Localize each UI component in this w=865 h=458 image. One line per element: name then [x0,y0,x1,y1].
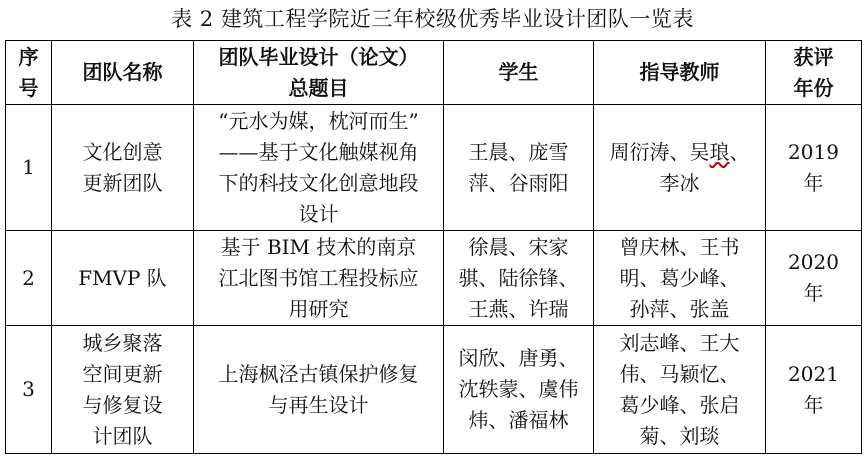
header-students: 学生 [444,41,594,105]
team-name-cell: FMVP 队 [52,231,194,326]
team-name-cell: 城乡聚落 空间更新 与修复设 计团队 [52,326,194,454]
row-index: 3 [6,326,52,454]
students-cell: 徐晨、宋家 骐、陆徐锋、 王燕、许瑞 [444,231,594,326]
advisors-cell: 曾庆林、王书 明、葛少峰、 孙萍、张盖 [594,231,766,326]
excellent-teams-table [5,40,862,454]
team-name-cell: 文化创意 更新团队 [52,105,194,231]
students-cell: 王晨、庞雪 萍、谷雨阳 [444,105,594,231]
header-topic: 团队毕业设计（论文） 总题目 [194,41,444,105]
year-cell: 2020 年 [766,231,862,326]
year-cell: 2019 年 [766,105,862,231]
header-advisors: 指导教师 [594,41,766,105]
topic-cell: 上海枫泾古镇保护修复 与再生设计 [194,326,444,454]
header-index: 序 号 [6,41,52,105]
table-row [6,105,862,231]
advisors-cell: 周衍涛、吴琅、 李冰 [594,105,766,231]
year-cell: 2021 年 [766,326,862,454]
header-year: 获评 年份 [766,41,862,105]
spellcheck-underline: 琅 [709,139,730,164]
row-index: 2 [6,231,52,326]
topic-cell: 基于 BIM 技术的南京 江北图书馆工程投标应 用研究 [194,231,444,326]
advisors-cell: 刘志峰、王大 伟、马颖忆、 葛少峰、张启 菊、刘琰 [594,326,766,454]
row-index: 1 [6,105,52,231]
header-row [6,41,862,105]
header-team-name: 团队名称 [52,41,194,105]
students-cell: 闵欣、唐勇、 沈轶蒙、虞伟 炜、潘福林 [444,326,594,454]
table-row [6,231,862,326]
table-row [6,326,862,454]
topic-cell: “元水为媒，枕河而生” ——基于文化触媒视角 下的科技文化创意地段 设计 [194,105,444,231]
table-caption: 表 2 建筑工程学院近三年校级优秀毕业设计团队一览表 [171,7,694,31]
